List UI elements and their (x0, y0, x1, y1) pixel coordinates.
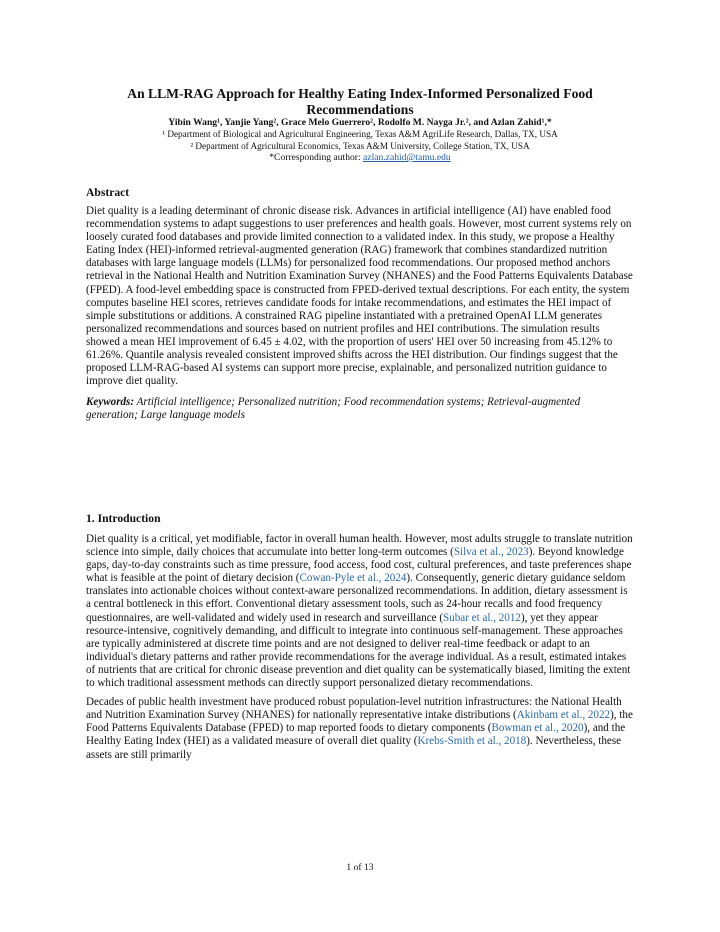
intro-p2-text-b: ), the Food Patterns Equivalents Database (FPED) to map reported foods to dietary components ( (86, 709, 633, 735)
citation-link[interactable]: Akinbam et al., 2022 (516, 709, 611, 722)
corresponding-email-link[interactable]: azlan.zahid@tamu.edu (363, 152, 451, 163)
intro-p1-text-d: ), yet they appear resource-intensive, cognitively demanding, and difficult to integrate into continuous self-management. These approaches are typically administered at discrete time points and are not designed to deliver real-time feedback or adapt to an individual's dietary patterns and rather provide recommendations for the average individual. As a result, estimated intakes of nutrients that are critical for chronic disease prevention and diet quality can be systematically biased, limiting the extent to which traditional assessment methods can directly support personalized dietary recommendations. (86, 611, 631, 690)
page-number: 1 of 13 (346, 862, 374, 873)
citation-link[interactable]: Subar et al., 2012 (443, 611, 521, 624)
keywords (86, 396, 634, 422)
intro-p1-text-b: ). Beyond knowledge gaps, day-to-day constraints such as time pressure, food access, food cost, cultural preferences, and taste preferences shape what is feasible at the point of dietary decision ( (86, 546, 632, 585)
title-line-1: An LLM-RAG Approach for Healthy Eating Index-Informed Personalized Food (127, 86, 593, 101)
introduction-heading: 1. Introduction (86, 512, 161, 525)
abstract-text: Diet quality is a leading determinant of chronic disease risk. Advances in artificial intelligence (AI) have enabled food recommendation systems to adapt suggestions to user preferences and health goals. However, most current systems rely on loosely curated food databases and provide limited connection to a validated index. In this study, we propose a Healthy Eating Index (HEI)-informed retrieval-augmented generation (RAG) framework that combines standardized nutrition databases with large language models (LLMs) for personalized food recommendations. Our proposed method anchors retrieval in the National Health and Nutrition Examination Survey (NHANES) and the Food Patterns Equivalents Database (FPED). A food-level embedding space is constructed from FPED-derived textual descriptions. For each entity, the system computes baseline HEI scores, retrieves candidate foods for intake recommendations, and estimates the HEI impact of simple substitutions or additions. A constrained RAG pipeline instantiated with a pretrained OpenAI LLM generates personalized recommendations and sources based on nutrient profiles and HEI contributions. The simulation results showed a mean HEI improvement of 6.45 ± 4.02, with the proportion of users' HEI over 50 increasing from 45.12% to 61.26%. Quantile analysis revealed consistent improved shifts across the HEI distribution. Our findings suggest that the proposed LLM-RAG-based AI systems can support more precise, explainable, and personalized nutrition guidance to improve diet quality. (86, 205, 633, 388)
citation-link[interactable]: Bowman et al., 2020 (491, 722, 584, 735)
intro-paragraph-1 (86, 533, 634, 690)
intro-paragraph-2 (86, 696, 634, 761)
keywords-text: Artificial intelligence; Personalized nutrition; Food recommendation systems; Retrieval-augmented generation; Large language models (86, 396, 581, 422)
intro-p1-text-c: ). Consequently, generic dietary guidance seldom translates into actionable choices without context-aware personalized recommendations. In addition, dietary assessment is a central bottleneck in this effort. Conventional dietary assessment tools, such as 24-hour recalls and food frequency questionnaires, are well-validated and widely used in research and surveillance ( (86, 572, 628, 624)
affiliation-2: ² Department of Agricultural Economics, Texas A&M University, College Station, TX, USA (190, 140, 530, 151)
citation-link[interactable]: Cowan-Pyle et al., 2024 (299, 572, 407, 585)
keywords-label: Keywords: (86, 396, 135, 409)
corresponding-author (86, 152, 634, 164)
intro-p2-text-a: Decades of public health investment have produced robust population-level nutrition infrastructures: the National Health and Nutrition Examination Survey (NHANES) for nationally representative intake distributions ( (86, 696, 622, 722)
paper-title (86, 86, 634, 117)
intro-p2-text-c: ), and the Healthy Eating Index (HEI) as a validated measure of overall diet quality ( (86, 722, 626, 748)
author-list: Yibin Wang¹, Yanjie Yang², Grace Melo Guerrero², Rodolfo M. Nayga Jr.², and Azlan Zahid¹,* (168, 117, 552, 128)
affiliation-1: ¹ Department of Biological and Agricultural Engineering, Texas A&M AgriLife Research, Dallas, TX, USA (162, 129, 558, 139)
abstract-heading: Abstract (86, 186, 130, 199)
citation-link[interactable]: Silva et al., 2023 (453, 546, 529, 559)
intro-p1-text-a: Diet quality is a critical, yet modifiable, factor in overall human health. However, most adults struggle to translate nutrition science into simple, daily choices that accumulate into better long-term outcomes ( (86, 533, 633, 559)
introduction-section (86, 512, 634, 762)
abstract-section (86, 186, 634, 423)
citation-link[interactable]: Krebs-Smith et al., 2018 (417, 735, 527, 748)
title-line-2: Recommendations (306, 101, 414, 117)
paper-header (86, 86, 634, 164)
intro-p2-text-d: ). Nevertheless, these assets are still primarily (86, 735, 622, 761)
corresponding-label: *Corresponding author: (269, 152, 364, 163)
